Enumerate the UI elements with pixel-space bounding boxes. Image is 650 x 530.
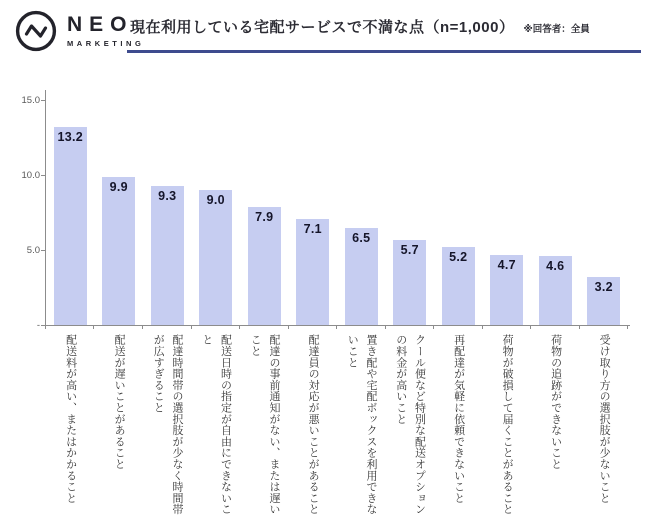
category-label: 配送が遅いことがあること <box>113 334 126 470</box>
bar-column <box>434 90 483 325</box>
x-axis-tick <box>385 325 386 329</box>
bar <box>151 186 184 326</box>
bar <box>296 219 329 326</box>
x-axis-tick <box>239 325 240 329</box>
bar-value-label: 5.2 <box>449 250 468 264</box>
bar <box>248 207 281 326</box>
category-label: クール便など特別な配送オプションの料金が高いこと <box>394 334 426 515</box>
y-tick-label: - <box>36 320 40 331</box>
bar <box>54 127 87 325</box>
category-column <box>531 334 580 526</box>
bar-column <box>240 90 289 325</box>
y-tick-label: 15.0 <box>21 95 40 106</box>
category-column <box>483 334 532 526</box>
bar-value-label: 5.7 <box>400 242 419 257</box>
x-axis-tick <box>142 325 143 329</box>
bar-column <box>46 90 95 325</box>
category-column <box>95 334 144 526</box>
respondent-note: ※回答者：全員 <box>523 24 590 35</box>
bar-value-label: 7.1 <box>303 221 322 236</box>
category-label: 配達時間帯の選択肢が少なく時間帯が広すぎること <box>152 334 183 515</box>
x-axis-line <box>45 325 630 326</box>
logo-subtitle: MARKETING <box>67 38 145 48</box>
bar-column <box>580 90 629 325</box>
category-column <box>386 334 435 526</box>
bar <box>490 255 523 326</box>
bar <box>442 247 475 325</box>
bar-value-label: 6.5 <box>352 230 371 245</box>
x-axis-tick <box>93 325 94 329</box>
category-label: 荷物の追跡ができないこと <box>549 334 562 470</box>
category-column <box>192 334 241 526</box>
x-axis-tick <box>627 325 628 329</box>
bar <box>199 190 232 325</box>
y-tick-label: 10.0 <box>21 170 40 181</box>
bar-column <box>337 90 386 325</box>
x-axis-tick <box>191 325 192 329</box>
x-axis-tick <box>579 325 580 329</box>
y-axis-tick <box>41 100 45 101</box>
x-axis-tick <box>336 325 337 329</box>
category-column <box>289 334 338 526</box>
category-label: 荷物が破損して届くことがあること <box>501 334 514 515</box>
x-axis-tick <box>530 325 531 329</box>
y-tick-label: 5.0 <box>26 245 40 256</box>
category-column <box>434 334 483 526</box>
bar-column <box>143 90 192 325</box>
pulse-circle-icon <box>14 9 58 53</box>
category-column <box>337 334 386 526</box>
header <box>0 0 650 62</box>
bar-column <box>386 90 435 325</box>
bar <box>587 277 620 325</box>
bar <box>539 256 572 325</box>
x-axis-tick <box>433 325 434 329</box>
page-title: 現在利用している宅配サービスで不満な点（n=1,000） <box>130 19 515 36</box>
category-label: 配達員の対応が悪いことがあること <box>307 334 320 515</box>
y-axis-tick <box>41 175 45 176</box>
category-label: 再配達が気軽に依頼できないこと <box>452 334 465 504</box>
category-labels-row <box>46 334 628 526</box>
category-label: 配送料が高い、またはかかること <box>64 334 77 504</box>
bar-column <box>289 90 338 325</box>
bar-column <box>483 90 532 325</box>
y-axis-tick <box>41 250 45 251</box>
bar <box>345 228 378 326</box>
bar-value-label: 4.6 <box>546 259 565 273</box>
title-block <box>130 16 642 37</box>
bar-value-label: 7.9 <box>255 209 274 224</box>
bar-column <box>531 90 580 325</box>
title-underline <box>127 50 641 53</box>
logo-name: NEO <box>67 13 134 37</box>
category-label: 配送日時の指定が自由にできないこと <box>200 334 232 515</box>
category-column <box>240 334 289 526</box>
x-axis-tick <box>482 325 483 329</box>
bar-value-label: 4.7 <box>497 257 516 272</box>
category-column <box>143 334 192 526</box>
category-label: 配達の事前通知がない、または遅いこと <box>249 334 280 515</box>
x-axis-tick <box>45 325 46 329</box>
bar-value-label: 13.2 <box>57 130 84 144</box>
category-column <box>580 334 629 526</box>
category-label: 受け取り方の選択肢が少ないこと <box>598 334 611 504</box>
bar <box>393 240 426 326</box>
bar <box>102 177 135 326</box>
bars-row <box>46 90 628 325</box>
bar-value-label: 9.9 <box>109 179 128 194</box>
bar-value-label: 9.0 <box>206 193 225 207</box>
x-axis-tick <box>288 325 289 329</box>
bar-value-label: 9.3 <box>158 188 177 203</box>
category-column <box>46 334 95 526</box>
bar-column <box>192 90 241 325</box>
bar-value-label: 3.2 <box>594 280 613 294</box>
neo-marketing-logo <box>14 9 144 53</box>
bar-column <box>95 90 144 325</box>
category-label: 置き配や宅配ボックスを利用できないこと <box>346 334 377 515</box>
bar-chart <box>21 90 628 331</box>
